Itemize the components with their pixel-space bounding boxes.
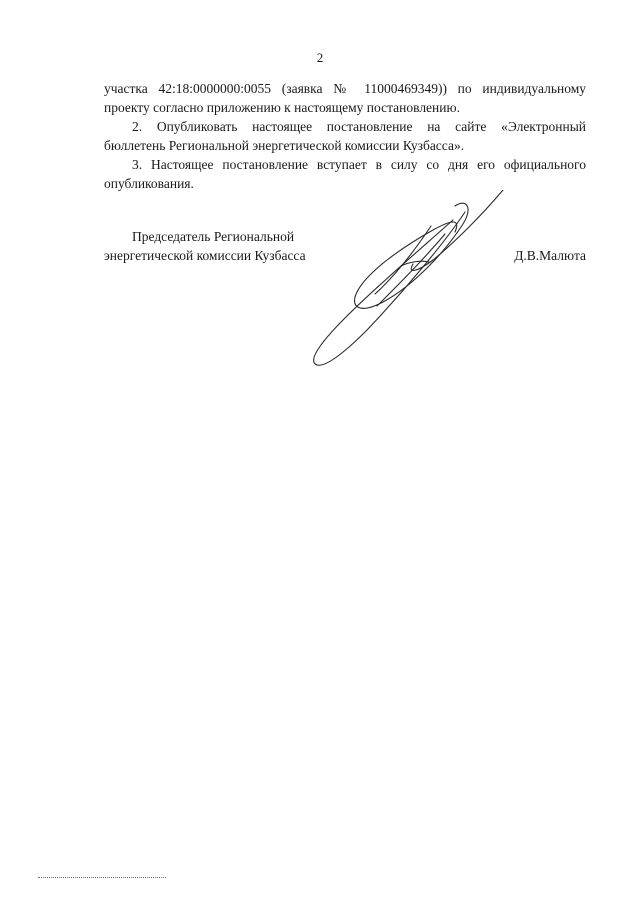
footer-divider xyxy=(38,877,166,878)
paragraph-2-line-1: 2. Опубликовать настоящее постановление на сайте «Электронный xyxy=(132,119,586,134)
paragraph-3 xyxy=(104,155,586,193)
paragraph-1-line-1: участка 42:18:0000000:0055 (заявка № 11000469349)) по индивидуальному xyxy=(104,81,586,96)
handwritten-signature-icon xyxy=(305,190,510,370)
signatory-name: Д.В.Малюта xyxy=(514,248,586,263)
page-number: 2 xyxy=(316,50,324,65)
paragraph-3-line-2: опубликования. xyxy=(104,176,194,191)
paragraph-2 xyxy=(104,117,586,155)
paragraph-1-line-2: проекту согласно приложению к настоящему постановлению. xyxy=(104,100,460,115)
paragraph-1 xyxy=(104,79,586,117)
paragraph-3-line-1: 3. Настоящее постановление вступает в силу со дня его официального xyxy=(132,157,586,172)
signatory-position-line-2: энергетической комиссии Кузбасса xyxy=(104,248,306,263)
signatory-position-line-1: Председатель Региональной xyxy=(132,229,295,244)
document-body xyxy=(104,79,586,193)
paragraph-2-line-2: бюллетень Региональной энергетической комиссии Кузбасса». xyxy=(104,138,465,153)
